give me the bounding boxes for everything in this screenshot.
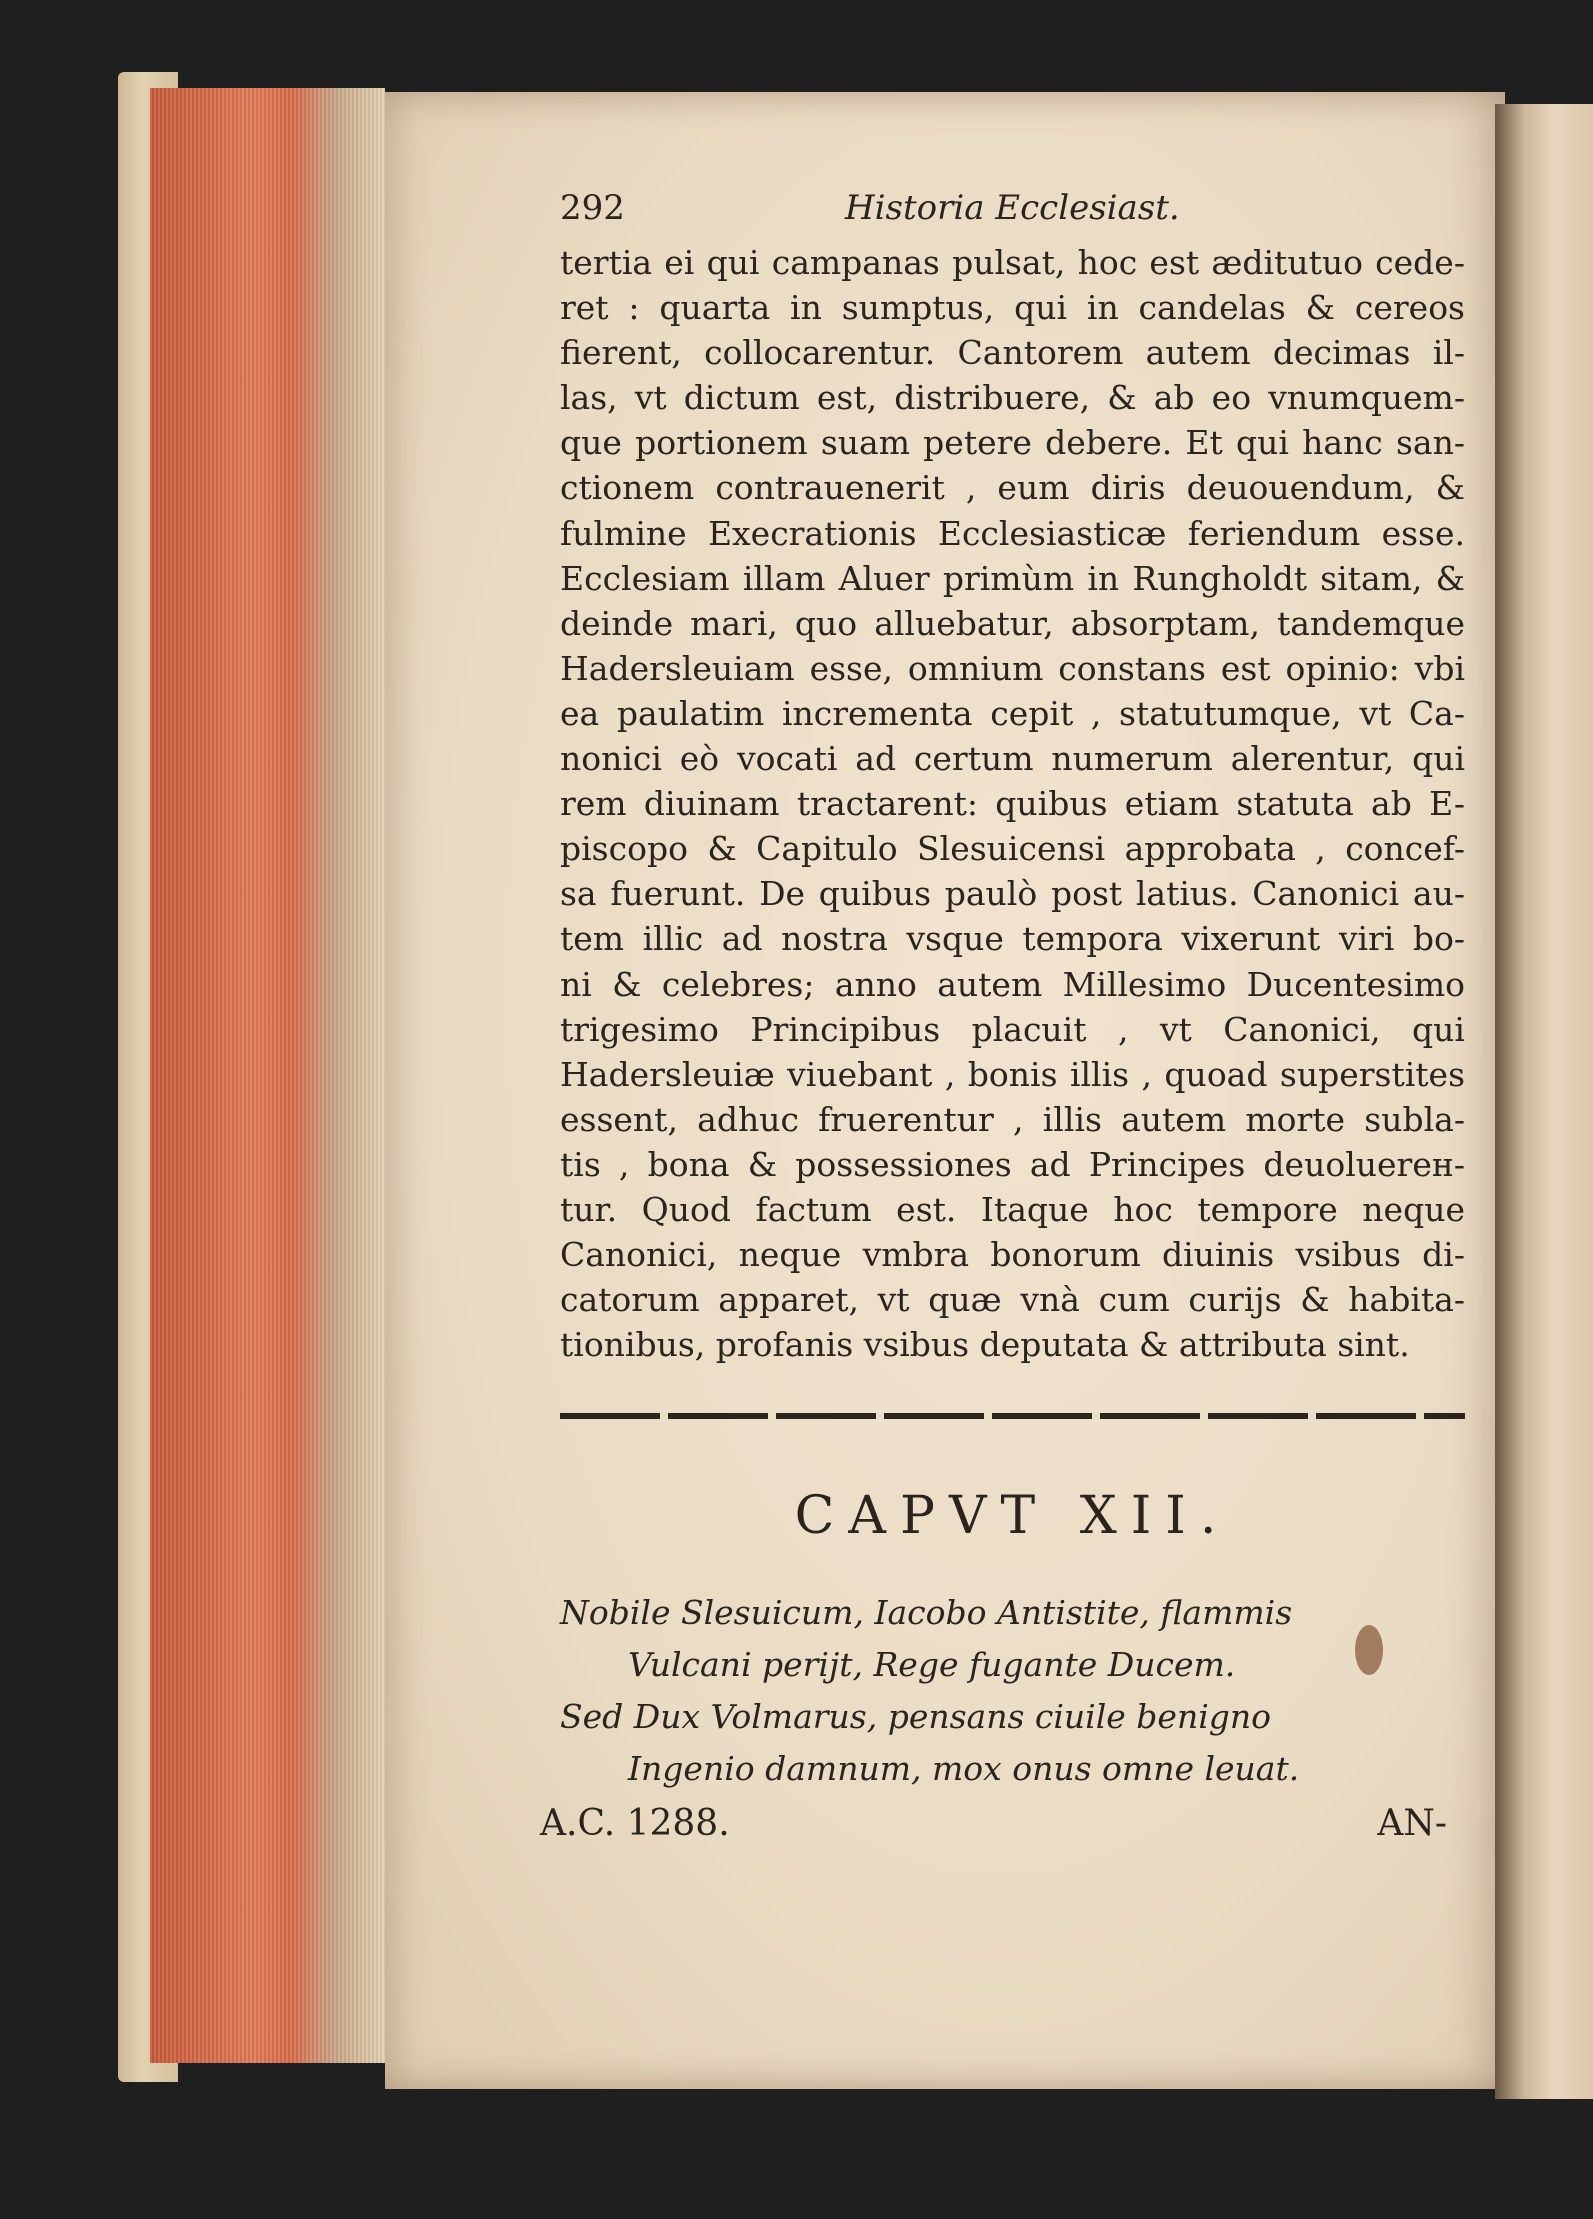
text-line: trigesimo Principibus placuit , vt Canonici, qui: [560, 1009, 1465, 1049]
verse-line: Ingenio damnum, mox onus omne leuat.: [628, 1749, 1300, 1789]
text-line: essent, adhuc fruerentur , illis autem morte subla-: [560, 1099, 1465, 1139]
body-text: [560, 240, 1465, 1367]
text-line: Canonici, neque vmbra bonorum diuinis vsibus di-: [560, 1235, 1465, 1275]
catchword: AN-: [1377, 1803, 1447, 1845]
text-line: ret : quarta in sumptus, qui in candelas & cereos: [560, 288, 1465, 328]
running-title: Historia Ecclesiast.: [845, 188, 1180, 228]
text-line: nonici eò vocati ad certum numerum alerentur, qui: [560, 739, 1465, 779]
section-divider: [560, 1413, 1465, 1419]
text-line: rem diuinam tractarent: quibus etiam statuta ab E-: [560, 784, 1465, 824]
page-text: [540, 188, 1465, 1859]
text-line: Ecclesiam illam Aluer primùm in Rungholdt sitam, &: [560, 558, 1465, 598]
text-line: Hadersleuiæ viuebant , bonis illis , quoad superstites: [560, 1054, 1465, 1094]
text-line: ctionem contrauenerit , eum diris deuouendum, &: [560, 468, 1465, 508]
text-line: ni & celebres; anno autem Millesimo Ducentesimo: [560, 964, 1465, 1004]
text-line: fierent, collocarentur. Cantorem autem decimas il-: [560, 333, 1465, 373]
page-footer: [540, 1803, 1465, 1859]
verse-line: Nobile Slesuicum, Iacobo Antistite, flammis: [560, 1593, 1293, 1633]
page-header: [560, 188, 1465, 240]
text-line: que portionem suam petere debere. Et qui hanc san-: [560, 423, 1465, 463]
page-number: 292: [560, 188, 625, 228]
verse-line: Sed Dux Volmarus, pensans ciuile benigno: [560, 1697, 1272, 1737]
text-line: deinde mari, quo alluebatur, absorptam, tandemque: [560, 603, 1465, 643]
chapter-heading: CAPVT XII.: [794, 1486, 1231, 1547]
text-line: las, vt dictum est, distribuere, & ab eo vnumquem-: [560, 378, 1465, 418]
text-line: tem illic ad nostra vsque tempora vixerunt viri bo-: [560, 919, 1465, 959]
text-line: tertia ei qui campanas pulsat, hoc est æditutuo cede-: [560, 243, 1465, 282]
year-note: A.C. 1288.: [540, 1803, 730, 1845]
verse-line: Vulcani perijt, Rege fugante Ducem.: [628, 1645, 1236, 1685]
text-line: ea paulatim incrementa cepit , statutumque, vt Ca-: [560, 693, 1465, 733]
text-line: piscopo & Capitulo Slesuicensi approbata , concef-: [560, 829, 1465, 869]
text-line: tur. Quod factum est. Itaque hoc tempore neque: [560, 1189, 1465, 1229]
facing-page-edge: [1495, 104, 1593, 2099]
text-line: sa fuerunt. De quibus paulò post latius. Canonici au-: [560, 874, 1465, 914]
chapter-verses: [560, 1587, 1465, 1795]
page-edges: [150, 88, 385, 2063]
text-line: tionibus, profanis vsibus deputata & attributa sint.: [560, 1325, 1410, 1365]
text-line: fulmine Execrationis Ecclesiasticæ feriendum esse.: [560, 513, 1465, 553]
text-line: Hadersleuiam esse, omnium constans est opinio: vbi: [560, 648, 1465, 688]
text-line: catorum apparet, vt quæ vnà cum curijs & habita-: [560, 1280, 1465, 1320]
text-line: tis , bona & possessiones ad Principes deuoluerен-: [560, 1144, 1465, 1184]
